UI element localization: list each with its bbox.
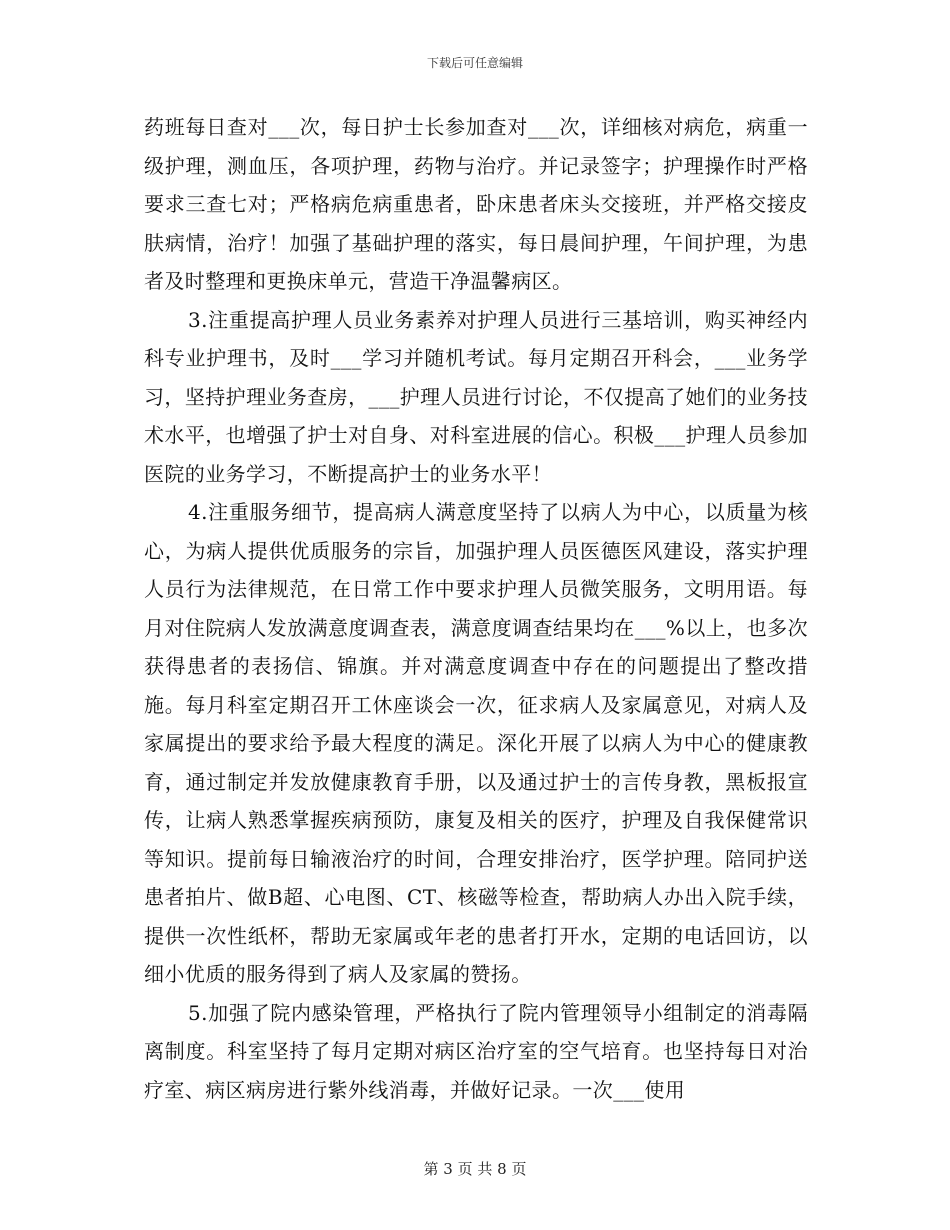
document-body [144,108,808,1109]
paragraph-continued: 药班每日查对___次，每日护士长参加查对___次，详细核对病危，病重一级护理，测血压，各项护理，药物与治疗。并记录签字；护理操作时严格要求三查七对；严格病危病重患者，卧床患者床头交接班，并严格交接皮肤病情，治疗！加强了基础护理的落实，每日晨间护理，午间护理，为患者及时整理和更换床单元，营造干净温馨病区。 [144,115,808,293]
paragraph-4-service: 4.注重服务细节，提高病人满意度坚持了以病人为中心，以质量为核心，为病人提供优质服务的宗旨，加强护理人员医德医风建设，落实护理人员行为法律规范，在日常工作中要求护理人员微笑服务，文明用语。每月对住院病人发放满意度调查表，满意度调查结果均在___%以上，也多次获得患者的表扬信、锦旗。并对满意度调查中存在的问题提出了整改措施。每月科室定期召开工休座谈会一次，征求病人及家属意见，对病人及家属提出的要求给予最大程度的满足。深化开展了以病人为中心的健康教育，通过制定并发放健康教育手册，以及通过护士的言传身教，黑板报宣传，让病人熟悉掌握疾病预防，康复及相关的医疗，护理及自我保健常识等知识。提前每日输液治疗的时间，合理安排治疗，医学护理。陪同护送患者拍片、做B超、心电图、CT、核磁等检查，帮助病人办出入院手续，提供一次性纸杯，帮助无家属或年老的患者打开水，定期的电话回访，以细小优质的服务得到了病人及家属的赞扬。 [144,500,808,986]
page-footer: 第 3 页 共 8 页 [423,1160,527,1178]
paragraph-5-infection-control: 5.加强了院内感染管理，严格执行了院内管理领导小组制定的消毒隔离制度。科室坚持了每月定期对病区治疗室的空气培育。也坚持每日对治疗室、病区病房进行紫外线消毒，并做好记录。一次___使用 [144,1000,808,1102]
page-header: 下载后可任意编辑 [426,56,523,70]
paragraph-3-training: 3.注重提高护理人员业务素养对护理人员进行三基培训，购买神经内科专业护理书，及时___学习并随机考试。每月定期召开科会，___业务学习，坚持护理业务查房，___护理人员进行讨论，不仅提高了她们的业务技术水平，也增强了护士对自身、对科室进展的信心。积极___护理人员参加医院的业务学习，不断提高护士的业务水平！ [144,307,808,486]
